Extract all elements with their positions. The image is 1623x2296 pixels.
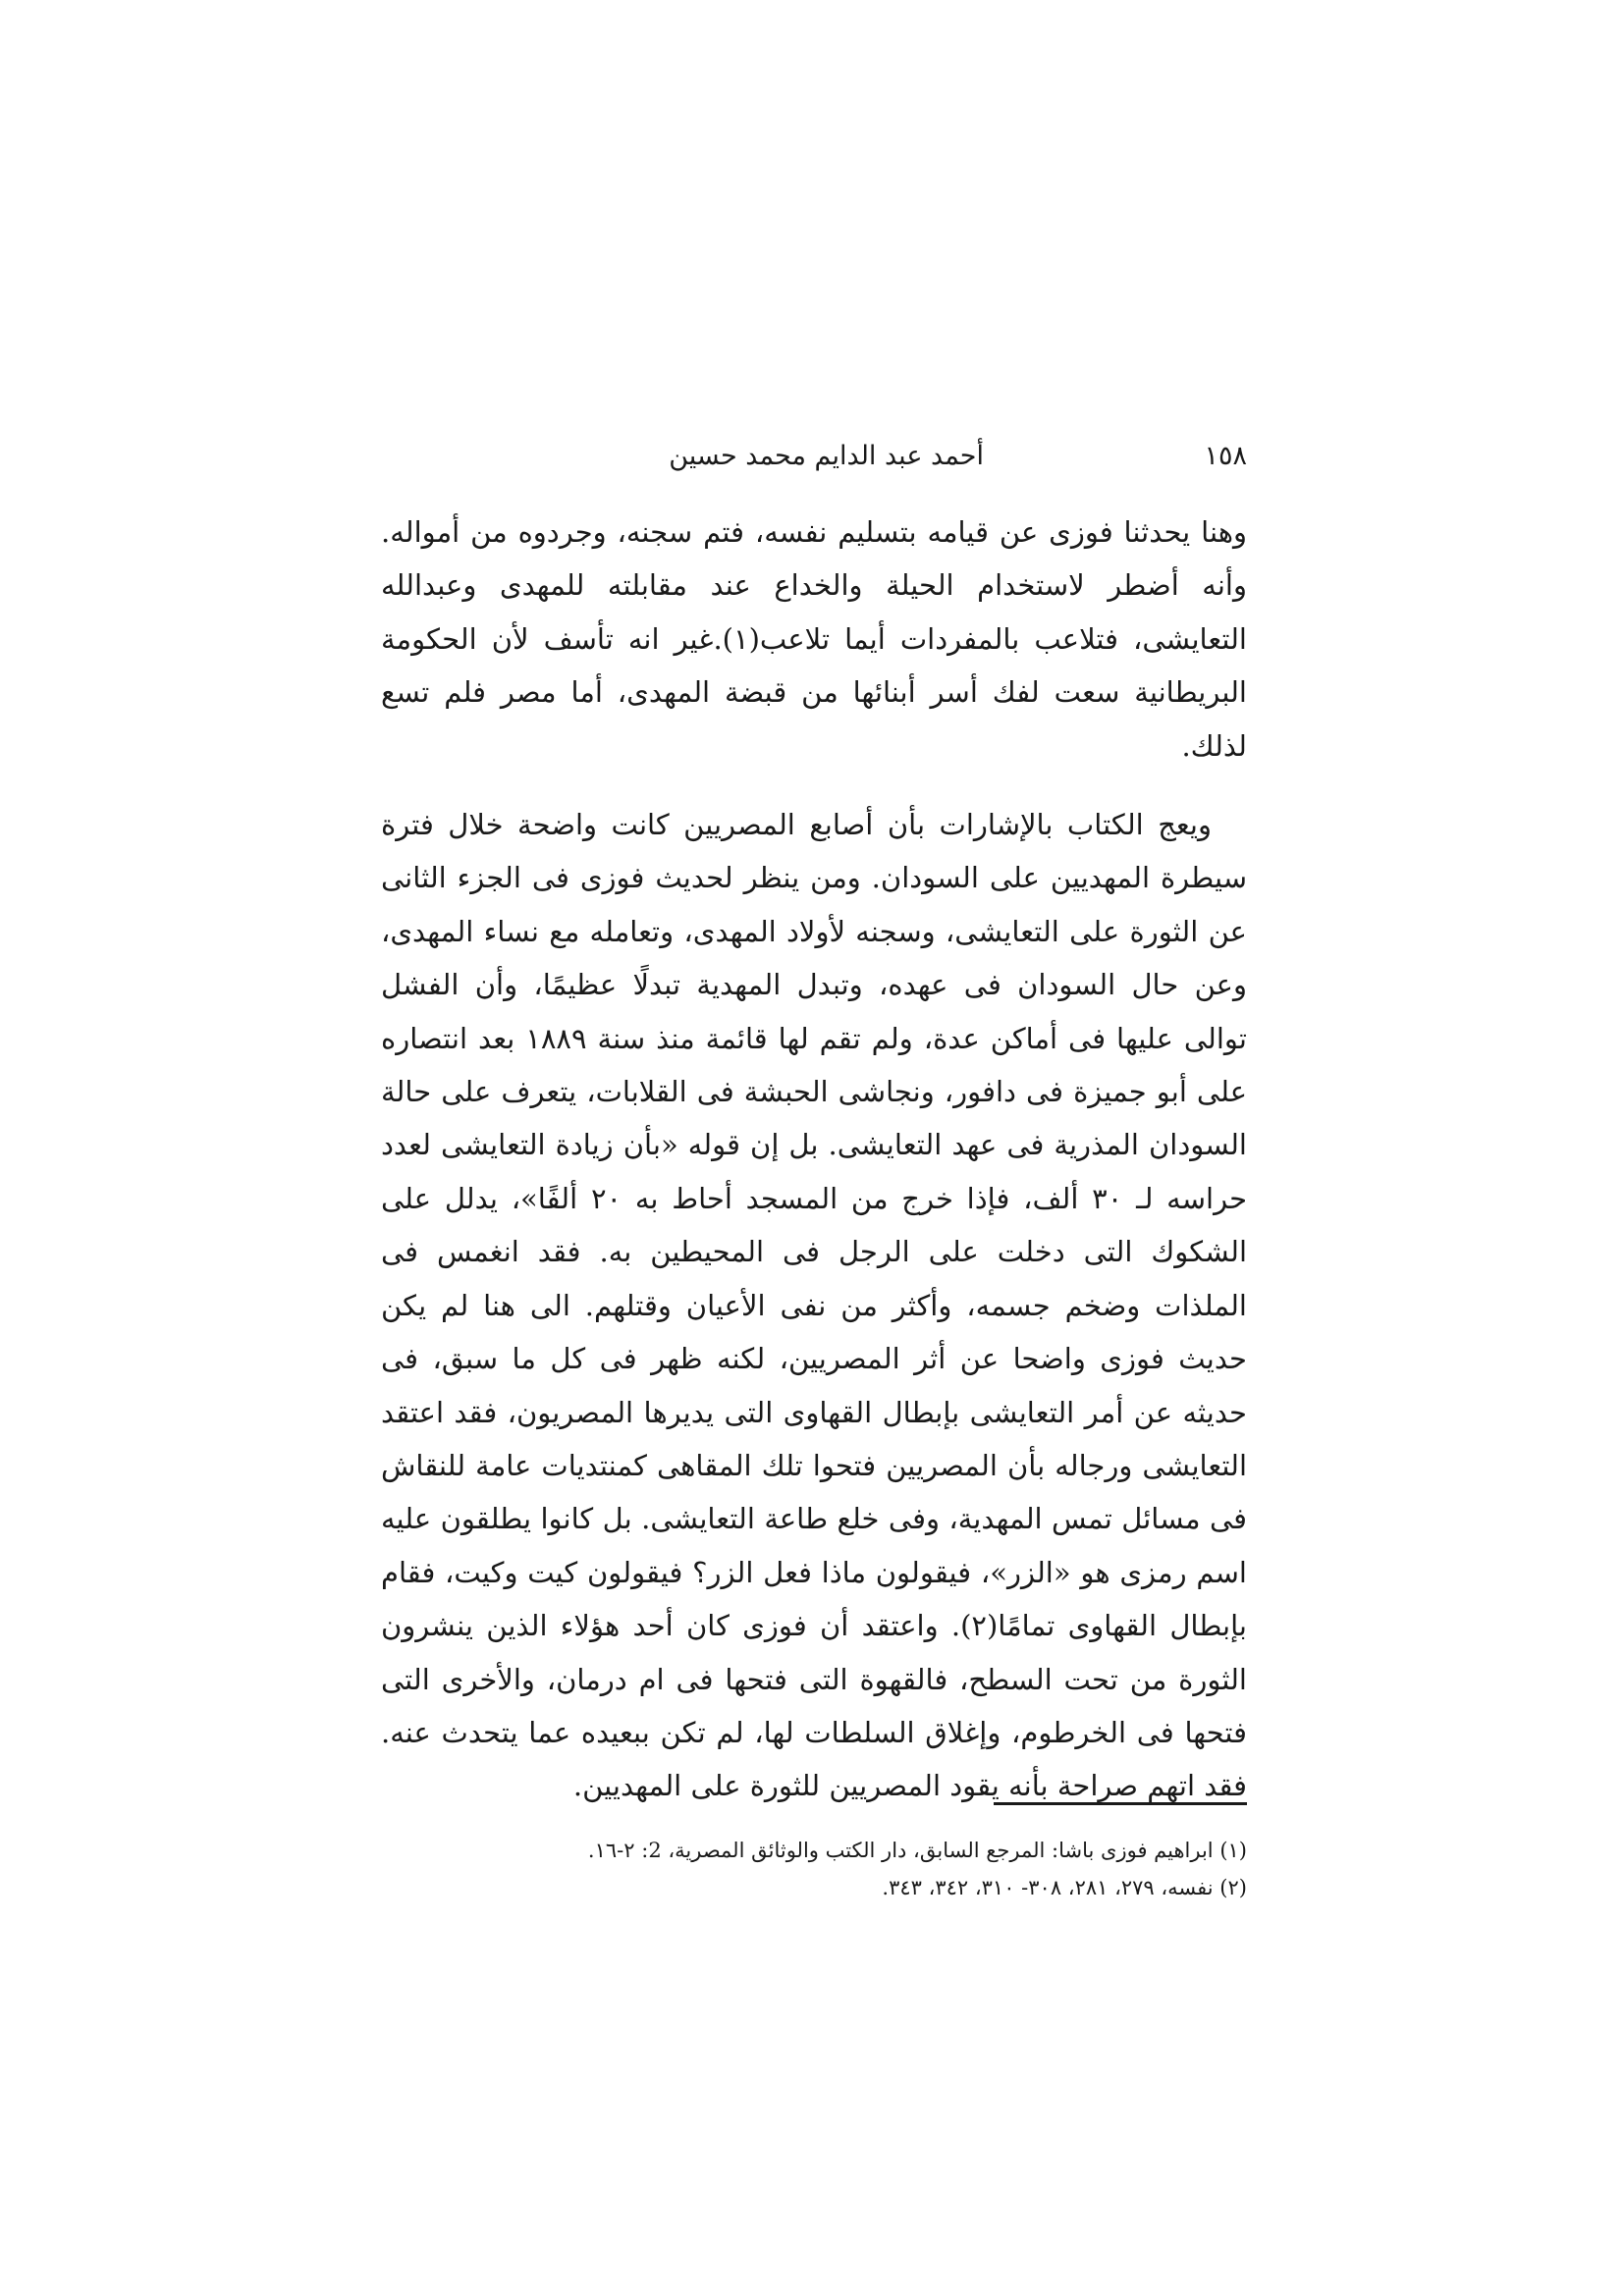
body-text [381,506,1247,1813]
footnote-1: (١) ابراهيم فوزى باشا: المرجع السابق، دار الكتب والوثائق المصرية، 2: ٢-١٦. [587,1839,1247,1862]
paragraph-2: ويعج الكتاب بالإشارات بأن أصابع المصريين كانت واضحة خلال فترة سيطرة المهديين على السودان. ومن ينظر لحديث فوزى فى الجزء الثانى عن الثورة على التعايشى، وسجنه لأولاد المهدى، وتعامله مع نساء المهدى، وعن حال السودان فى عهده، وتبدل المهدية تبدلًا عظيمًا، وأن الفشل توالى عليها فى أماكن عدة، ولم تقم لها قائمة منذ سنة ١٨٨٩ بعد انتصاره على أبو جميزة فى دافور، ونجاشى الحبشة فى القلابات، يتعرف على حالة السودان المذرية فى عهد التعايشى. بل إن قوله «بأن زيادة التعايشى لعدد حراسه لـ ٣٠ ألف، فإذا خرج من المسجد أحاط به ٢٠ ألفًا»، يدلل على الشكوك التى دخلت على الرجل فى المحيطين به. فقد انغمس فى الملذات وضخم جسمه، وأكثر من نفى الأعيان وقتلهم. الى هنا لم يكن حديث فوزى واضحا عن أثر المصريين، لكنه ظهر فى كل ما سبق، فى حديثه عن أمر التعايشى بإبطال القهاوى التى يديرها المصريون، فقد اعتقد التعايشى ورجاله بأن المصريين فتحوا تلك المقاهى كمنتديات عامة للنقاش فى مسائل تمس المهدية، وفى خلع طاعة التعايشى. بل كانوا يطلقون عليه اسم رمزى هو «الزر»، فيقولون ماذا فعل الزر؟ فيقولون كيت وكيت، فقام بإبطال القهاوى تمامًا(٢). واعتقد أن فوزى كان أحد هؤلاء الذين ينشرون الثورة من تحت السطح، فالقهوة التى فتحها فى ام درمان، والأخرى التى فتحها فى الخرطوم، وإغلاق السلطات لها، لم تكن ببعيده عما يتحدث عنه. فقد اتهم صراحة بأنه يقود المصريين للثورة على المهديين. [381,808,1247,1803]
running-header-author: أحمد عبد الدايم محمد حسين [669,441,984,471]
footnotes [381,1832,1247,1906]
page-number: ١٥٨ [1204,441,1247,471]
running-header [381,432,1247,481]
footnote-separator [994,1802,1247,1805]
footnote-2: (٢) نفسه، ٢٧٩، ٢٨١، ٣٠٨- ٣١٠، ٣٤٢، ٣٤٣. [882,1876,1247,1899]
paragraph-1: وهنا يحدثنا فوزى عن قيامه بتسليم نفسه، فتم سجنه، وجردوه من أمواله. وأنه أضطر لاستخدام الحيلة والخداع عند مقابلته للمهدى وعبدالله التعايشى، فتلاعب بالمفردات أيما تلاعب(١).غير انه تأسف لأن الحكومة البريطانية سعت لفك أسر أبنائها من قبضة المهدى، أما مصر فلم تسع لذلك. [381,515,1247,763]
